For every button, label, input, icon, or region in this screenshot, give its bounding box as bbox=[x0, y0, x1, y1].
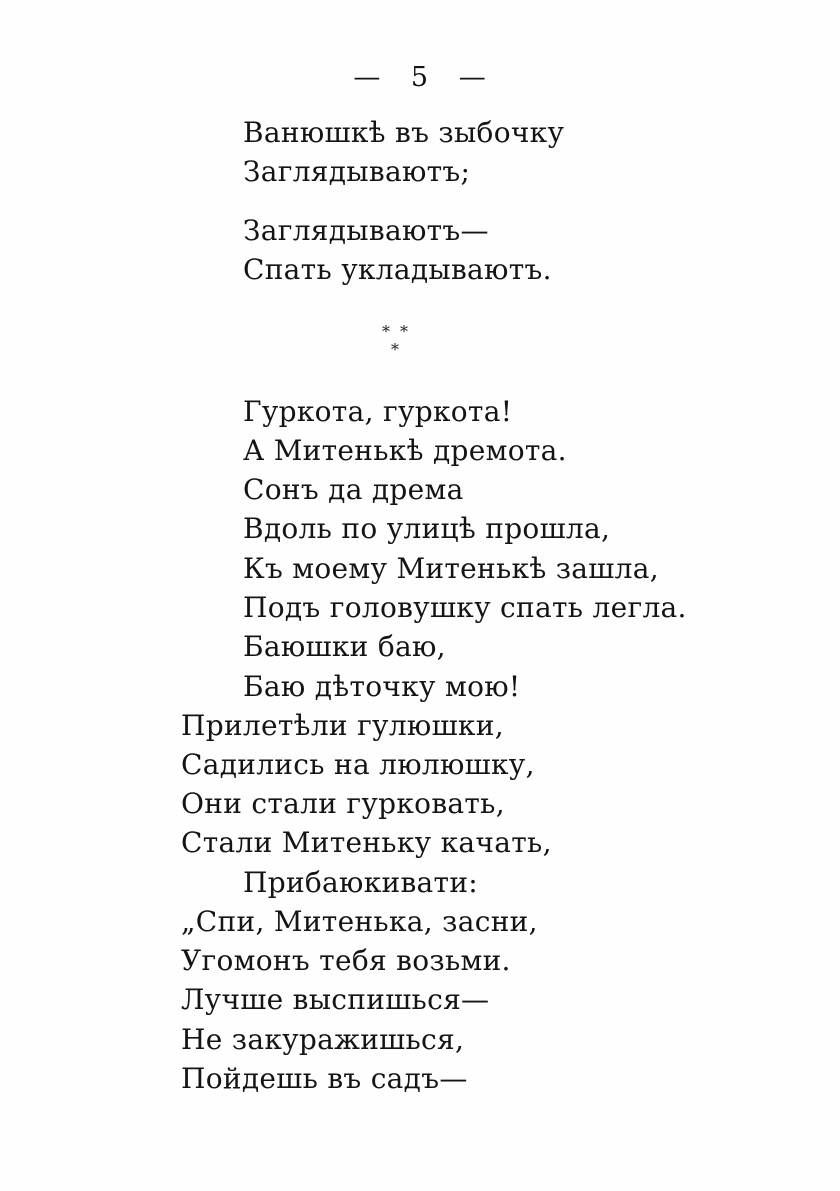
section-divider-asterisks bbox=[378, 318, 426, 366]
verse-line: Ванюшкѣ въ зыбочку bbox=[243, 116, 565, 149]
verse-line: Подъ головушку спать легла. bbox=[243, 591, 687, 624]
verse-line: Сонъ да дрема bbox=[243, 473, 464, 506]
verse-line: Прибаюкивати: bbox=[243, 866, 479, 899]
verse-line: Баю дѣточку мою! bbox=[243, 670, 521, 703]
verse-line: Гуркота, гуркота! bbox=[243, 395, 513, 428]
page-number-value: 5 bbox=[410, 62, 430, 93]
page-number-dash-right: — bbox=[458, 62, 487, 93]
verse-line: Лучше выспишься— bbox=[181, 983, 490, 1016]
verse-line: Заглядываютъ; bbox=[243, 155, 471, 188]
verse-line: Стали Митеньку качать, bbox=[181, 826, 552, 859]
verse-line: „Спи, Митенька, засни, bbox=[181, 905, 538, 938]
verse-line: Вдоль по улицѣ прошла, bbox=[243, 512, 611, 545]
verse-line: Заглядываютъ— bbox=[243, 214, 489, 247]
page-number-dash-left: — bbox=[353, 62, 382, 93]
verse-line: Пойдешь въ садъ— bbox=[181, 1062, 468, 1095]
verse-line: Садились на люлюшку, bbox=[181, 748, 535, 781]
asterisk: * bbox=[382, 322, 390, 341]
verse-line: Они стали гурковать, bbox=[181, 787, 505, 820]
verse-line: А Митенькѣ дремота. bbox=[243, 434, 567, 467]
verse-line: Баюшки баю, bbox=[243, 630, 446, 663]
asterisk: * bbox=[391, 340, 399, 359]
verse-line: Спать укладываютъ. bbox=[243, 253, 552, 286]
page-number bbox=[0, 62, 840, 93]
asterisk: * bbox=[400, 322, 408, 341]
verse-line: Не закуражишься, bbox=[181, 1023, 465, 1056]
verse-line: Прилетѣли гулюшки, bbox=[181, 709, 504, 742]
verse-line: Угомонъ тебя возьми. bbox=[181, 944, 511, 977]
verse-line: Къ моему Митенькѣ зашла, bbox=[243, 552, 659, 585]
